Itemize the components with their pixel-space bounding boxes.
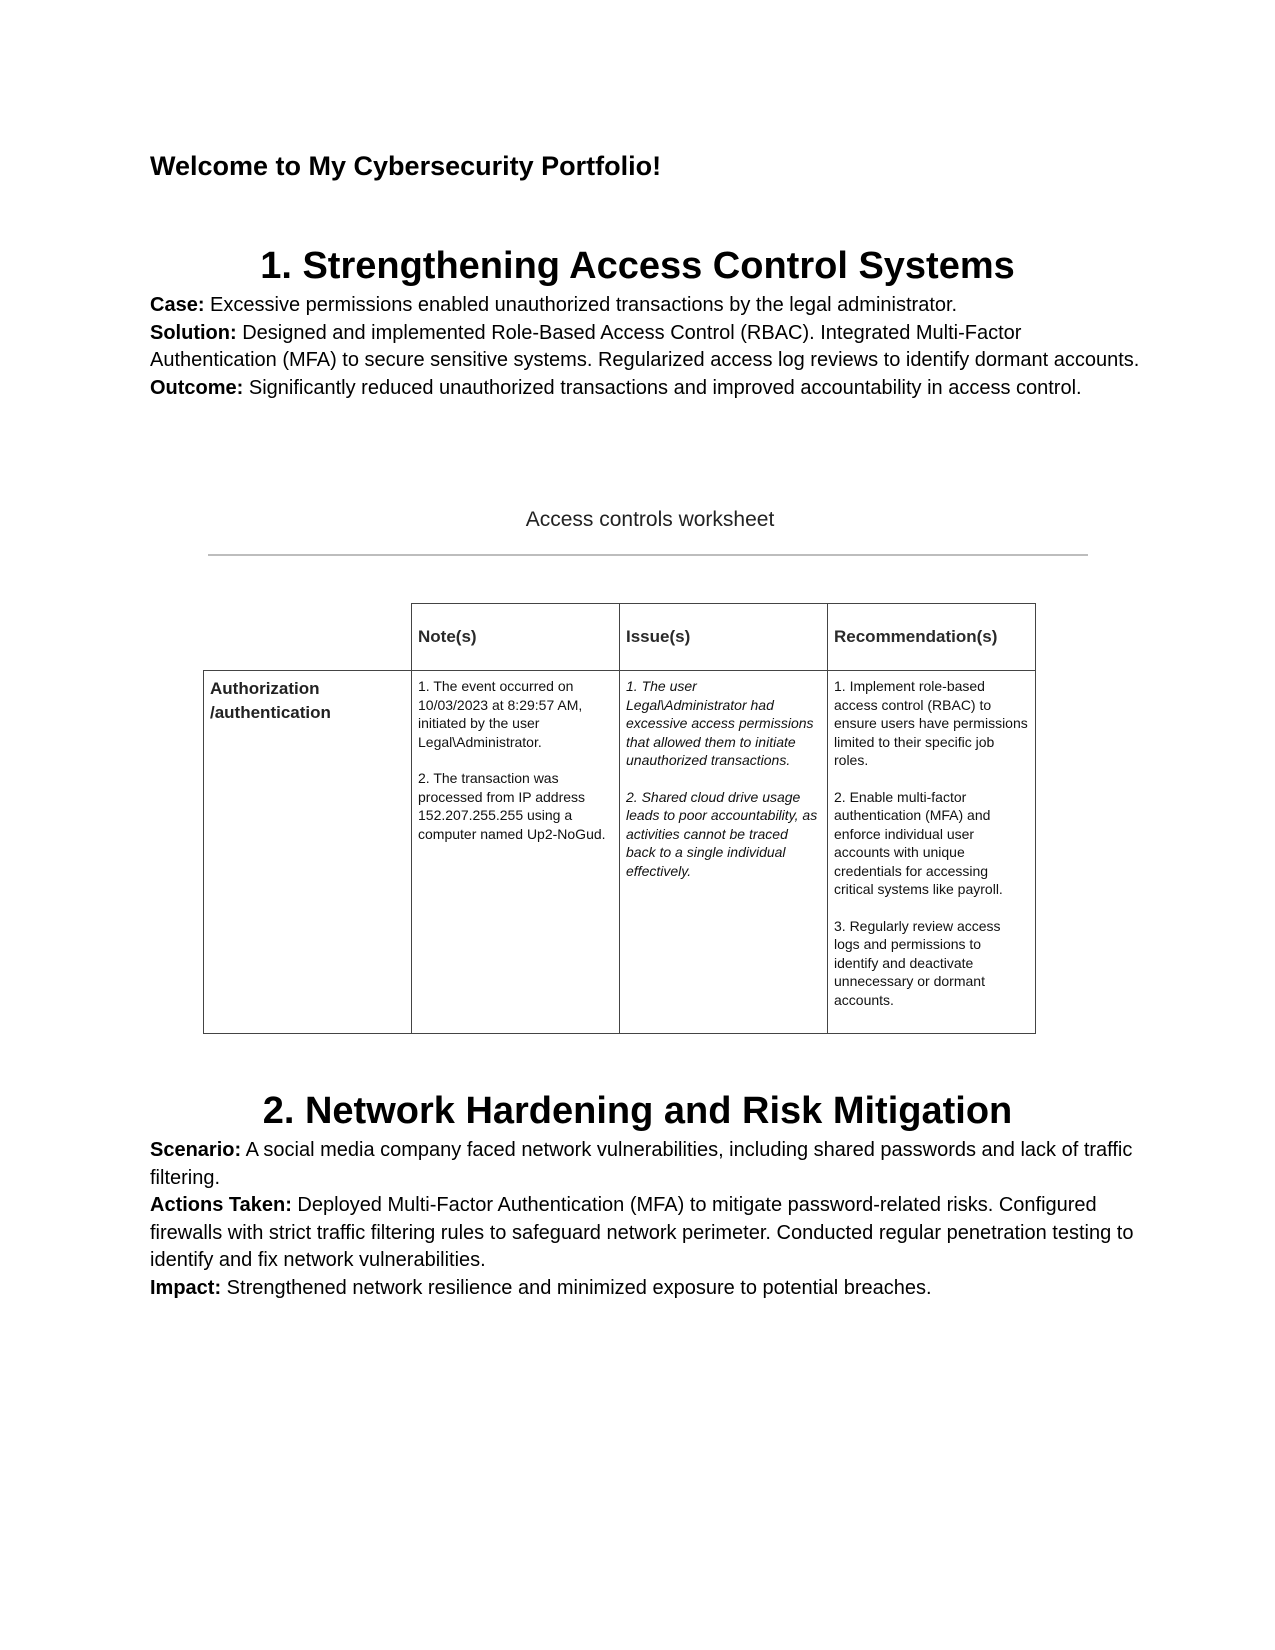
worksheet-divider bbox=[208, 554, 1088, 556]
outcome-text: Significantly reduced unauthorized transactions and improved accountability in access control. bbox=[243, 376, 1082, 399]
worksheet-header-recommendations: Recommendation(s) bbox=[828, 604, 1036, 671]
worksheet-table bbox=[203, 603, 1036, 1034]
impact-text: Strengthened network resilience and minimized exposure to potential breaches. bbox=[221, 1276, 932, 1299]
worksheet-row bbox=[204, 671, 1036, 1034]
section2-title: 2. Network Hardening and Risk Mitigation bbox=[262, 1090, 1013, 1132]
issue-item: 1. The user Legal\Administrator had excessive access permissions that allowed them to initiate unauthorized transactions. bbox=[626, 678, 814, 768]
worksheet-header-blank bbox=[204, 604, 412, 671]
scenario-text: A social media company faced network vulnerabilities, including shared passwords and lack of traffic filtering. bbox=[150, 1139, 1133, 1189]
worksheet-issues-cell bbox=[620, 671, 828, 1034]
recommendation-item: 2. Enable multi-factor authentication (MFA) and enforce individual user accounts with unique credentials for accessing critical systems like payroll. bbox=[834, 788, 1003, 897]
access-controls-worksheet-image bbox=[200, 505, 1100, 1020]
case-text: Excessive permissions enabled unauthorized transactions by the legal administrator. bbox=[204, 294, 958, 316]
impact-label: Impact: bbox=[150, 1276, 222, 1299]
worksheet-title: Access controls worksheet bbox=[525, 508, 775, 531]
impact-paragraph bbox=[150, 1275, 1140, 1303]
section2-body bbox=[150, 1137, 1140, 1302]
recommendation-item: 1. Implement role-based access control (RBAC) to ensure users have permissions limited to their specific job roles. bbox=[834, 678, 1028, 768]
note-item: 1. The event occurred on 10/03/2023 at 8:29:57 AM, initiated by the user Legal\Administrator. bbox=[418, 678, 583, 750]
actions-text: Deployed Multi-Factor Authentication (MFA) to mitigate password-related risks. Configured firewalls with strict traffic filtering rules to safeguard network perimeter. Conducted regular penetration testing to identify and fix network vulnerabilities. bbox=[150, 1194, 1134, 1271]
note-item: 2. The transaction was processed from IP address 152.207.255.255 using a computer named Up2-NoGud. bbox=[418, 770, 606, 842]
scenario-label: Scenario: bbox=[150, 1139, 242, 1161]
outcome-paragraph bbox=[150, 375, 1140, 403]
actions-paragraph bbox=[150, 1192, 1140, 1275]
welcome-heading: Welcome to My Cybersecurity Portfolio! bbox=[150, 151, 662, 181]
worksheet-header-row bbox=[204, 604, 1036, 671]
outcome-label: Outcome: bbox=[150, 376, 244, 399]
case-paragraph bbox=[150, 292, 1140, 320]
solution-label: Solution: bbox=[150, 321, 237, 344]
case-label: Case: bbox=[150, 294, 205, 316]
scenario-paragraph bbox=[150, 1137, 1140, 1192]
issue-item: 2. Shared cloud drive usage leads to poor accountability, as activities cannot be traced back to a single individual effectively. bbox=[626, 788, 818, 879]
worksheet-header-notes: Note(s) bbox=[412, 604, 620, 671]
solution-paragraph bbox=[150, 320, 1140, 375]
solution-text: Designed and implemented Role-Based Access Control (RBAC). Integrated Multi-Factor Authentication (MFA) to secure sensitive systems. Regularized access log reviews to identify dormant accounts. bbox=[150, 321, 1140, 371]
worksheet-row-label: Authorization /authentication bbox=[204, 671, 412, 1034]
recommendation-item: 3. Regularly review access logs and permissions to identify and deactivate unnecessary or dormant accounts. bbox=[834, 917, 1001, 1008]
worksheet-notes-cell bbox=[412, 671, 620, 1034]
worksheet-recommendations-cell bbox=[828, 671, 1036, 1034]
section1-title: 1. Strengthening Access Control Systems bbox=[260, 245, 1015, 287]
worksheet-header-issues: Issue(s) bbox=[620, 604, 828, 671]
actions-label: Actions Taken: bbox=[150, 1194, 292, 1216]
section1-body bbox=[150, 292, 1140, 402]
